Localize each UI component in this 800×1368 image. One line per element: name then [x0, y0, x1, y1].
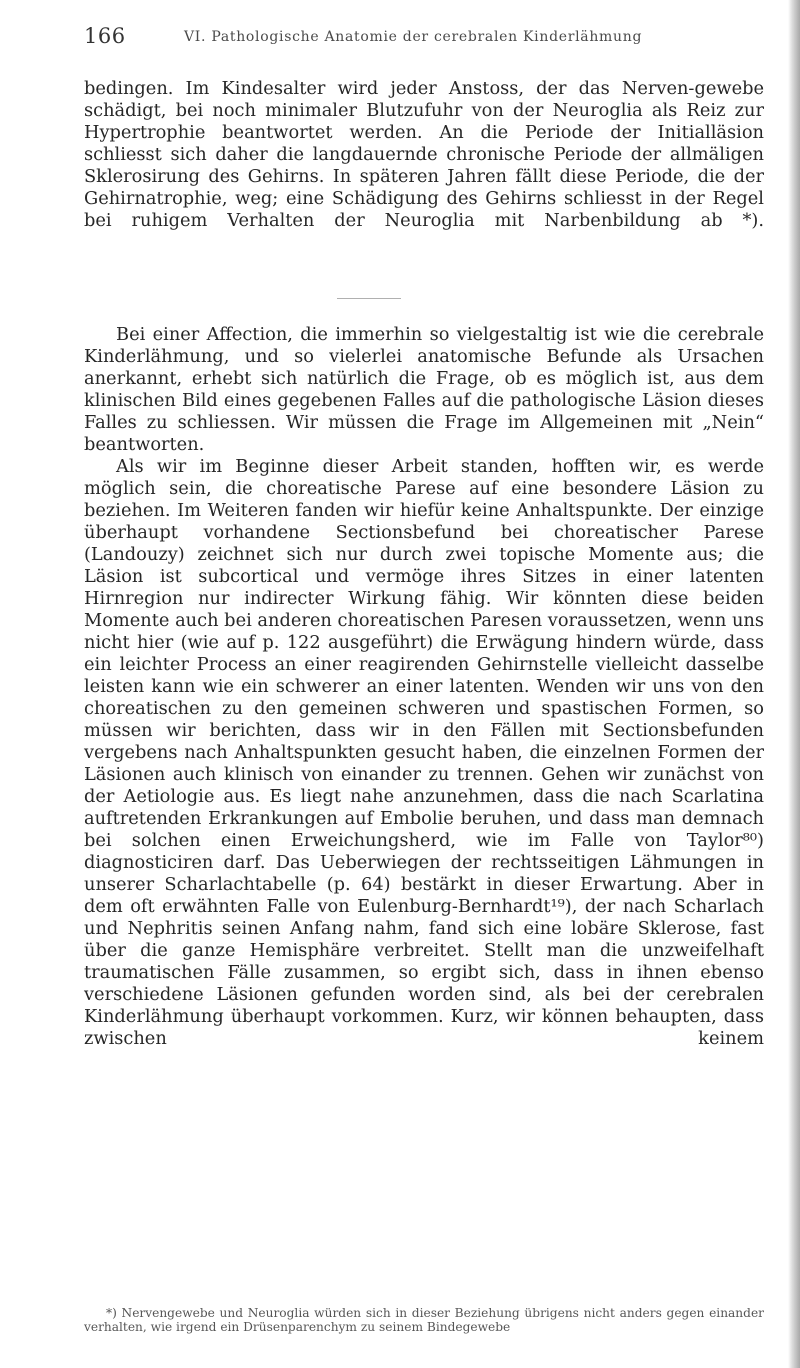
- text-block-intro: [84, 78, 764, 232]
- text-block-main: [84, 324, 764, 1050]
- page-number: 166: [84, 24, 126, 48]
- paragraph: Bei einer Affection, die immerhin so vielgestaltig ist wie die cerebrale Kinderlähmung, und so vielerlei anatomische Befunde als Ursachen anerkannt, erhebt sich natürlich die Frage, ob es möglich ist, aus dem klinischen Bild eines gegebenen Falles auf die pathologische Läsion dieses Falles zu schliessen. Wir müssen die Frage im Allgemeinen mit „Nein“ beantworten.: [84, 324, 764, 455]
- running-head: VI. Pathologische Anatomie der cerebralen Kinderlähmung: [184, 29, 643, 45]
- paragraph: bedingen. Im Kindesalter wird jeder Anstoss, der das Nerven-gewebe schädigt, bei noch minimaler Blutzufuhr von der Neuroglia als Reiz zur Hypertrophie beantwortet werden. An die Periode der Initialläsion schliesst sich daher die langdauernde chronische Periode der allmäligen Sklerosirung des Gehirns. In späteren Jahren fällt diese Periode, die der Gehirnatrophie, weg; eine Schädigung des Gehirns schliesst in der Regel bei ruhigem Verhalten der Neuroglia mit Narbenbildung ab *).: [84, 78, 764, 231]
- footnote-text: *) Nervengewebe und Neuroglia würden sich in dieser Beziehung übrigens nicht anders gegen einander verhalten, wie irgend ein Drüsenparenchym zu seinem Bindegewebe: [84, 1306, 764, 1334]
- page-edge-shadow: [788, 0, 800, 1368]
- page-header: [84, 24, 734, 54]
- paragraph: Als wir im Beginne dieser Arbeit standen, hofften wir, es werde möglich sein, die choreatische Parese auf eine besondere Läsion zu beziehen. Im Weiteren fanden wir hiefür keine Anhaltspunkte. Der einzige überhaupt vorhandene Sectionsbefund bei choreatischer Parese (Landouzy) zeichnet sich nur durch zwei topische Momente aus; die Läsion ist subcortical und vermöge ihres Sitzes in einer latenten Hirnregion nur indirecter Wirkung fähig. Wir könnten diese beiden Momente auch bei anderen choreatischen Paresen voraussetzen, wenn uns nicht hier (wie auf p. 122 ausgeführt) die Erwägung hindern würde, dass ein leichter Process an einer reagirenden Gehirnstelle vielleicht dasselbe leisten kann wie ein schwerer an einer latenten. Wenden wir uns von den choreatischen zu den gemeinen schweren und spastischen Formen, so müssen wir berichten, dass wir in den Fällen mit Sectionsbefunden vergebens nach Anhaltspunkten gesucht haben, die einzelnen Formen der Läsionen auch klinisch von einander zu trennen. Gehen wir zunächst von der Aetiologie aus. Es liegt nahe anzunehmen, dass die nach Scarlatina auftretenden Erkrankungen auf Embolie beruhen, und dass man demnach bei solchen einen Erweichungsherd, wie im Falle von Taylor⁸⁰) diagnosticiren darf. Das Ueberwiegen der rechtsseitigen Lähmungen in unserer Scharlachtabelle (p. 64) bestärkt in dieser Erwartung. Aber in dem oft erwähnten Falle von Eulenburg-Bernhardt¹⁹), der nach Scharlach und Nephritis seinen Anfang nahm, fand sich eine lobäre Sklerose, fast über die ganze Hemisphäre verbreitet. Stellt man die unzweifelhaft traumatischen Fälle zusammen, so ergibt sich, dass in ihnen ebenso verschiedene Läsionen gefunden worden sind, als bei der cerebralen Kinderlähmung überhaupt vorkommen. Kurz, wir können behaupten, dass zwischen keinem: [84, 456, 764, 1049]
- section-divider: [337, 298, 401, 299]
- footnote: [84, 1306, 764, 1334]
